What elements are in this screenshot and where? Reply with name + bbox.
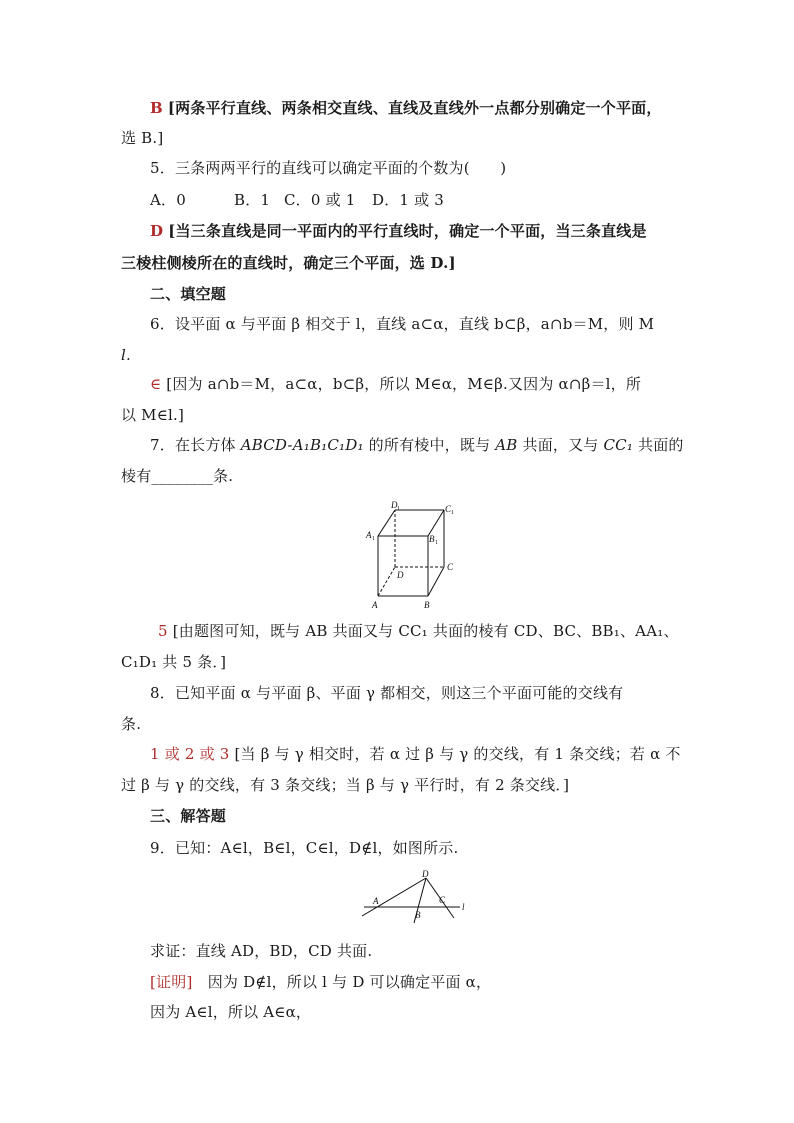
label-d: D: [397, 570, 404, 580]
q9-proof-line-1: [150, 972, 491, 992]
q7-answer-line-1: [158, 621, 679, 641]
label-a1: A: [366, 530, 372, 540]
q6-stem-line-2: l.: [121, 346, 131, 364]
q8-answer: 1 或 2 或 3: [150, 745, 230, 763]
label-b: B: [424, 600, 430, 610]
q8-answer-line-2: 过 β 与 γ 的交线，有 3 条交线；当 β 与 γ 平行时，有 2 条交线．]: [121, 776, 570, 794]
label-l: l: [462, 902, 465, 912]
label-sub: 1: [397, 506, 400, 512]
q7-stem-line-2: 棱有________条.: [121, 467, 234, 485]
edge-b1c1: [428, 510, 444, 536]
cuboid-figure: [362, 498, 462, 614]
q8-explain: [当 β 与 γ 相交时，若 α 过 β 与 γ 的交线，有 1 条交线；若 α 不: [234, 745, 681, 763]
q4-answer-letter: B: [150, 99, 163, 117]
q7-stem-cuboid: ABCD-A₁B₁C₁D₁: [240, 436, 364, 454]
label-a: A: [372, 600, 378, 610]
q5-option-c: C．0 或 1: [284, 191, 356, 209]
q9-proof-tag: [证明]: [150, 973, 193, 991]
label-b: B: [415, 910, 421, 920]
q5-answer-line-1: [150, 221, 647, 241]
edge-a1d1: [378, 510, 395, 536]
section-heading-fill-blank: 二、填空题: [150, 285, 227, 303]
q6-answer: ∈: [150, 375, 162, 393]
q8-stem-line-2: 条.: [121, 715, 142, 733]
q6-answer-line-1: [150, 374, 641, 394]
q5-option-d: D．1 或 3: [372, 191, 445, 209]
q6-answer-line-2: 以 M∈l.]: [121, 406, 185, 424]
q7-stem-ab: AB: [495, 436, 518, 454]
q8-answer-line-1: [150, 744, 681, 764]
q7-answer-line-2: C₁D₁ 共 5 条．]: [121, 653, 227, 671]
label-d1: D: [391, 500, 398, 510]
q5-answer-letter: D: [150, 222, 164, 240]
q5-explain: [当三条直线是同一平面内的平行直线时，确定一个平面，当三条直线是: [168, 222, 647, 240]
q5-options: [150, 190, 444, 210]
q9-proof-line-2: 因为 A∈l，所以 A∈α，: [150, 1003, 312, 1021]
label-d: D: [422, 869, 429, 879]
q7-stem-part: 共面，又与: [517, 436, 604, 454]
q9-proof-text: 因为 D∉l，所以 l 与 D 可以确定平面 α，: [192, 973, 492, 991]
edge-ad-hidden: [378, 567, 395, 596]
label-sub: 1: [372, 536, 375, 542]
label-a: A: [373, 896, 379, 906]
q7-stem-part: 7．在长方体: [150, 436, 241, 454]
label-c: C: [447, 562, 454, 572]
q7-stem-cc1: CC₁: [603, 436, 634, 454]
q5-stem: 5．三条两两平行的直线可以确定平面的个数为( ): [150, 159, 507, 177]
q7-explain: [由题图可知，既与 AB 共面又与 CC₁ 共面的棱有 CD、BC、BB₁、AA₁、: [172, 622, 679, 640]
q4-answer-line-2: 选 B.]: [121, 129, 164, 147]
q4-answer-text: [两条平行直线、两条相交直线、直线及直线外一点都分别确定一个平面，: [167, 99, 662, 117]
q5-option-b: B．1: [234, 191, 271, 209]
q9-prove: 求证：直线 AD，BD，CD 共面.: [150, 942, 373, 960]
q7-stem-part: 共面的: [633, 436, 684, 454]
label-sub: 1: [451, 510, 454, 516]
q7-stem-line-1: [150, 435, 684, 455]
q4-answer-line-1: [150, 98, 662, 118]
lines-figure: [360, 868, 480, 924]
edge-bc: [428, 567, 444, 596]
section-heading-solution: 三、解答题: [150, 807, 227, 825]
q9-stem: 9．已知：A∈l，B∈l，C∈l，D∉l，如图所示.: [150, 839, 459, 857]
q6-stem-line-1: 6．设平面 α 与平面 β 相交于 l，直线 a⊂α，直线 b⊂β，a∩b＝M，则 M: [150, 315, 655, 333]
label-c: C: [439, 895, 446, 905]
q7-answer: 5: [158, 622, 168, 640]
q5-option-a: A．0: [150, 191, 186, 209]
q6-explain: [因为 a∩b＝M，a⊂α，b⊂β，所以 M∈α，M∈β.又因为 α∩β＝l，所: [166, 375, 642, 393]
label-b1: B: [429, 534, 435, 544]
label-c1: C: [445, 504, 452, 514]
q5-answer-line-2: 三棱柱侧棱所在的直线时，确定三个平面，选 D.]: [121, 254, 456, 272]
q8-stem-line-1: 8．已知平面 α 与平面 β、平面 γ 都相交，则这三个平面可能的交线有: [150, 684, 624, 702]
label-sub: 1: [435, 540, 438, 546]
q7-stem-part: 的所有棱中，既与: [363, 436, 496, 454]
